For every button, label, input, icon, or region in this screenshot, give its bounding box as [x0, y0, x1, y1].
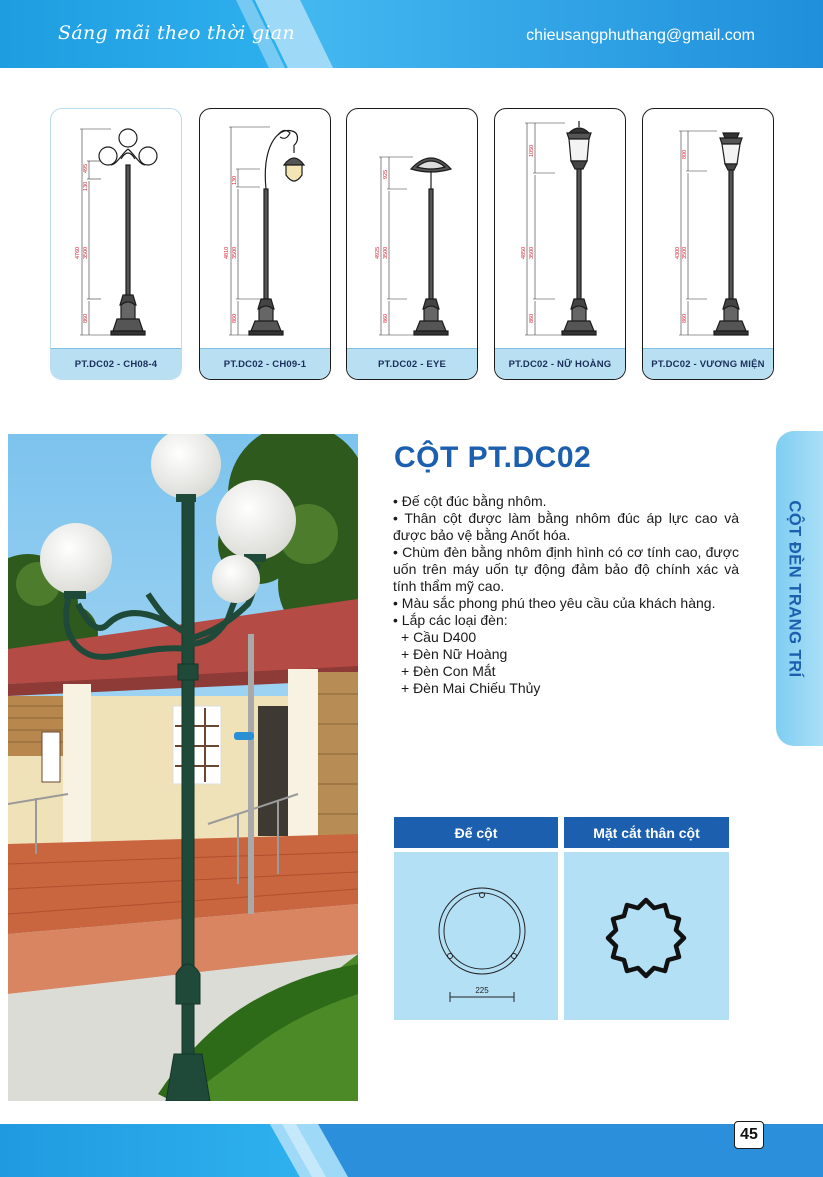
card-label: PT.DC02 - EYE [347, 348, 477, 379]
lamp-drawing-eye [347, 109, 478, 349]
lamp-type-item: + Đèn Nữ Hoàng [401, 646, 508, 662]
dim-shaft: 3500 [83, 246, 89, 259]
product-description [393, 493, 739, 697]
base-dimension: 225 [475, 986, 489, 995]
dim-top: 800 [682, 149, 688, 159]
product-title: CỘT PT.DC02 [394, 441, 592, 474]
section-side-tab[interactable] [776, 431, 823, 746]
section-side-tab-label: CỘT ĐÈN TRANG TRÍ [785, 499, 804, 678]
dim-total: 4925 [375, 246, 381, 259]
dim-base: 860 [232, 313, 238, 323]
lamp-type-item: + Cầu D400 [401, 629, 477, 645]
card-label: PT.DC02 - NỮ HOÀNG [495, 348, 625, 379]
lamp-drawing-ch08-4 [51, 109, 182, 349]
dim-shaft: 3500 [529, 246, 535, 259]
shaft-cross-section-diagram [564, 852, 729, 1020]
section-spec-header: Mặt cắt thân cột [564, 817, 729, 848]
base-spec-header: Đế cột [394, 817, 558, 848]
dim-arm: 130 [232, 175, 238, 185]
product-card-ch09-1[interactable] [199, 108, 331, 380]
dim-total: 4760 [75, 246, 81, 259]
street-lamp-photo [8, 434, 358, 1101]
page-header [0, 0, 823, 68]
email-address[interactable]: chieusangphuthang@gmail.com [526, 27, 755, 44]
product-card-eye[interactable] [346, 108, 478, 380]
dim-total: 4300 [675, 246, 681, 259]
section-spec-drawing [564, 852, 729, 1020]
dim-total: 4850 [521, 246, 527, 259]
card-label: PT.DC02 - CH08-4 [51, 348, 181, 379]
dim-top: 1050 [529, 144, 535, 157]
bullet-shaft: • Thân cột được làm bằng nhôm đúc áp lực cao và được bảo vệ bằng Anốt hóa. [393, 510, 739, 543]
product-card-ch08-4[interactable] [50, 108, 182, 380]
tagline: Sáng mãi theo thời gian [58, 22, 295, 44]
bullet-lamp-types: • Lắp các loại đèn: [393, 612, 508, 628]
dim-arm: 130 [83, 181, 89, 191]
page-number: 45 [734, 1121, 764, 1149]
dim-top: 495 [83, 163, 89, 173]
base-spec-drawing [394, 852, 558, 1020]
lamp-drawing-ch09-1 [200, 109, 331, 349]
dim-shaft: 3500 [682, 246, 688, 259]
dim-top: 925 [383, 169, 389, 179]
dim-base: 860 [83, 313, 89, 323]
lamp-type-item: + Đèn Con Mắt [401, 663, 496, 679]
bullet-colors: • Màu sắc phong phú theo yêu cầu của khách hàng. [393, 595, 716, 611]
product-card-vuong-mien[interactable] [642, 108, 774, 380]
dim-shaft: 3500 [383, 246, 389, 259]
card-label: PT.DC02 - VƯƠNG MIỆN [643, 348, 773, 379]
dim-base: 860 [682, 313, 688, 323]
product-card-row [50, 108, 774, 380]
footer-banner [0, 1124, 823, 1177]
lamp-drawing-vuong-mien [643, 109, 774, 349]
dim-base: 860 [529, 313, 535, 323]
base-plate-diagram [394, 852, 558, 1020]
product-photo [8, 434, 358, 1101]
card-label: PT.DC02 - CH09-1 [200, 348, 330, 379]
page-footer [0, 1124, 823, 1177]
product-card-nu-hoang[interactable] [494, 108, 626, 380]
dim-shaft: 3500 [232, 246, 238, 259]
lamp-drawing-nu-hoang [495, 109, 626, 349]
lamp-type-item: + Đèn Mai Chiếu Thủy [401, 680, 541, 696]
dim-total: 4810 [224, 246, 230, 259]
bullet-cluster: • Chùm đèn bằng nhôm định hình có cơ tính cao, được uốn trên máy uốn tự động đảm bảo độ chính xác và tính thẩm mỹ cao. [393, 544, 739, 594]
dim-base: 860 [383, 313, 389, 323]
bullet-base: • Đế cột đúc bằng nhôm. [393, 493, 547, 509]
